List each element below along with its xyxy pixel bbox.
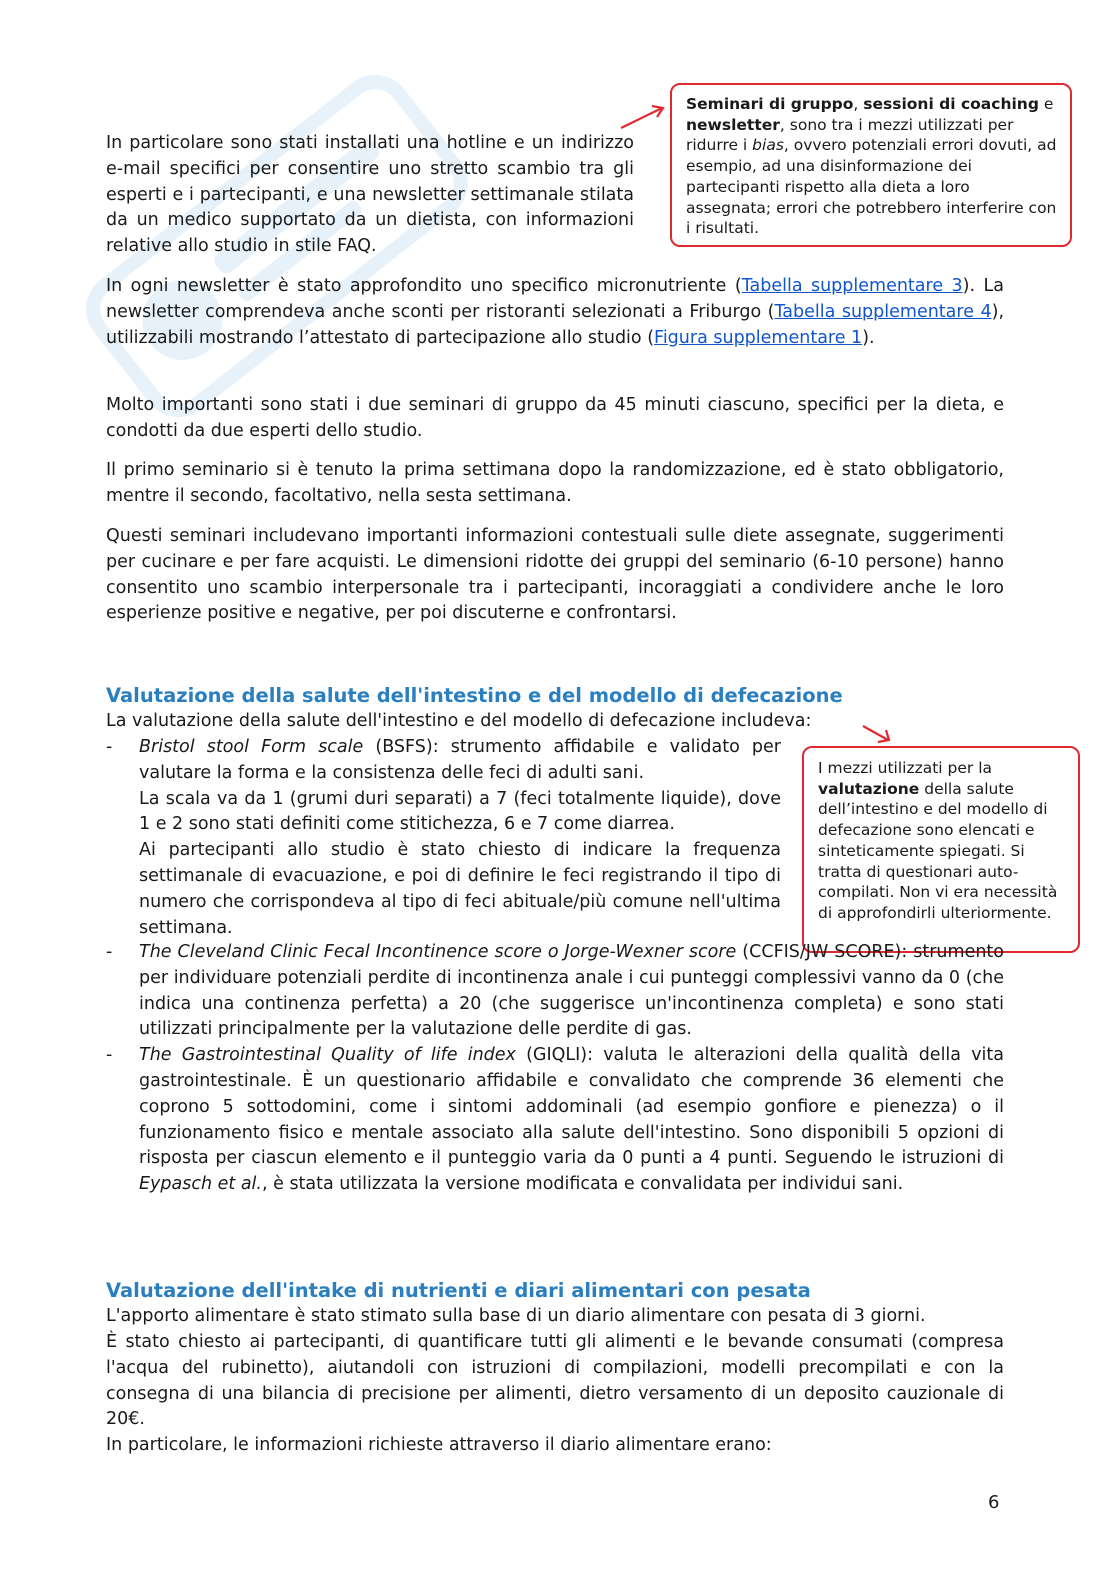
side-note-bias: Seminari di gruppo, sessioni di coaching e newsletter, sono tra i mezzi utilizzati per ridurre i bias, ovvero potenziali errori dovuti, ad esempio, ad una disinformazione dei partecipanti rispetto alla dieta a loro assegnata; errori che potrebbero interferire con i risultati. (670, 83, 1072, 247)
arrow-icon (618, 102, 668, 132)
link-figura-1[interactable]: Figura supplementare 1 (654, 327, 863, 348)
intake-paragraph-1: L'apporto alimentare è stato stimato sulla base di un diario alimentare con pesata di 3 giorni. (106, 1306, 926, 1326)
list-item: - The Cleveland Clinic Fecal Incontinence score o Jorge-Wexner score (CCFIS/JW SCORE): strumento per individuare potenziali perdite di incontinenza anale i cui punteggi complessivi vanno da 0 (che indica una continenza perfetta) a 20 (che suggerisce un'incontinenza completa) e sono stati utilizzati principalmente per la valutazione delle perdite di gas. (106, 942, 1004, 1040)
link-tabella-4[interactable]: Tabella supplementare 4 (774, 301, 992, 322)
seminari-paragraph-3: Questi seminari includevano importanti informazioni contestuali sulle diete assegnate, suggerimenti per cucinare e per fare acquisti. Le dimensioni ridotte dei gruppi del seminario (6-10 persone) hanno consentito uno scambio interpersonale tra i partecipanti, incoraggiati a condividere anche le loro esperienze positive e negative, per poi discuterne e confrontarsi. (106, 526, 1004, 624)
intro-paragraph: In particolare sono stati installati una hotline e un indirizzo e-mail specifici per consentire uno stretto scambio tra gli esperti e i partecipanti, e una newsletter settimanale stilata da un medico supportato da un dietista, con informazioni relative allo studio in stile FAQ. (106, 133, 634, 257)
section-heading-intestino: Valutazione della salute dell'intestino e del modello di defecazione (106, 684, 843, 707)
section-lead: La valutazione della salute dell'intestino e del modello di defecazione includeva: (106, 711, 812, 731)
page-number: 6 (988, 1492, 1000, 1513)
assessment-list (106, 735, 1004, 941)
list-item: - The Gastrointestinal Quality of life index (GIQLI): valuta le alterazioni della qualità della vita gastrointestinale. È un questionario affidabile e convalidato che comprende 36 elementi che coprono 5 sottodomini, come i sintomi addominali (ad esempio gonfiore e pienezza) o il funzionamento fisico e mentale associato alla salute dell'intestino. Sono disponibili 5 opzioni di risposta per ciascun elemento e il punteggio varia da 0 punti a 4 punti. Seguendo le istruzioni di Eypasch et al., è stata utilizzata la versione modificata e convalidata per individui sani. (106, 1045, 1004, 1195)
list-item: - Bristol stool Form scale (BSFS): strumento affidabile e validato per valutare la forma e la consistenza delle feci di adulti sani. La scala va da 1 (grumi duri separati) a 7 (feci totalmente liquide), dove 1 e 2 sono stati definiti come stitichezza, 6 e 7 come diarrea. Ai partecipanti allo studio è stato chiesto di indicare la frequenza settimanale di evacuazione, e poi di definire le feci registrando il tipo di numero che corrispondeva al tipo di feci abituale/più comune nell'ultima settimana. (106, 737, 781, 938)
intake-paragraph-2: È stato chiesto ai partecipanti, di quantificare tutti gli alimenti e le bevande consumati (compresa l'acqua del rubinetto), aiutandoli con istruzioni di compilazioni, modelli precompilati e con la consegna di una bilancia di precisione per alimenti, dietro versamento di un deposito cauzionale di 20€. (106, 1332, 1004, 1430)
link-tabella-3[interactable]: Tabella supplementare 3 (741, 276, 963, 296)
seminari-paragraph-2: Il primo seminario si è tenuto la prima settimana dopo la randomizzazione, ed è stato obbligatorio, mentre il secondo, facoltativo, nella sesta settimana. (106, 460, 1004, 506)
newsletter-paragraph: In ogni newsletter è stato approfondito uno specifico micronutriente (Tabella supplementare 3). La newsletter comprendeva anche sconti per ristoranti selezionati a Friburgo (Tabella supplementare 4), utilizzabili mostrando l’attestato di partecipazione allo studio (Figura supplementare 1). (106, 276, 1005, 348)
side-note-valutazione: I mezzi utilizzati per la valutazione della salute dell’intestino e del modello di defecazione sono elencati e sinteticamente spiegati. Si tratta di questionari auto-compilati. Non vi era necessità di approfondirli ulteriormente. (802, 746, 1080, 953)
section-heading-intake: Valutazione dell'intake di nutrienti e diari alimentari con pesata (106, 1279, 811, 1302)
seminari-paragraph-1: Molto importanti sono stati i due seminari di gruppo da 45 minuti ciascuno, specifici per la dieta, e condotti da due esperti dello studio. (106, 395, 1004, 441)
assessment-list-cont (106, 940, 1004, 1198)
intake-paragraph-3: In particolare, le informazioni richieste attraverso il diario alimentare erano: (106, 1435, 772, 1455)
